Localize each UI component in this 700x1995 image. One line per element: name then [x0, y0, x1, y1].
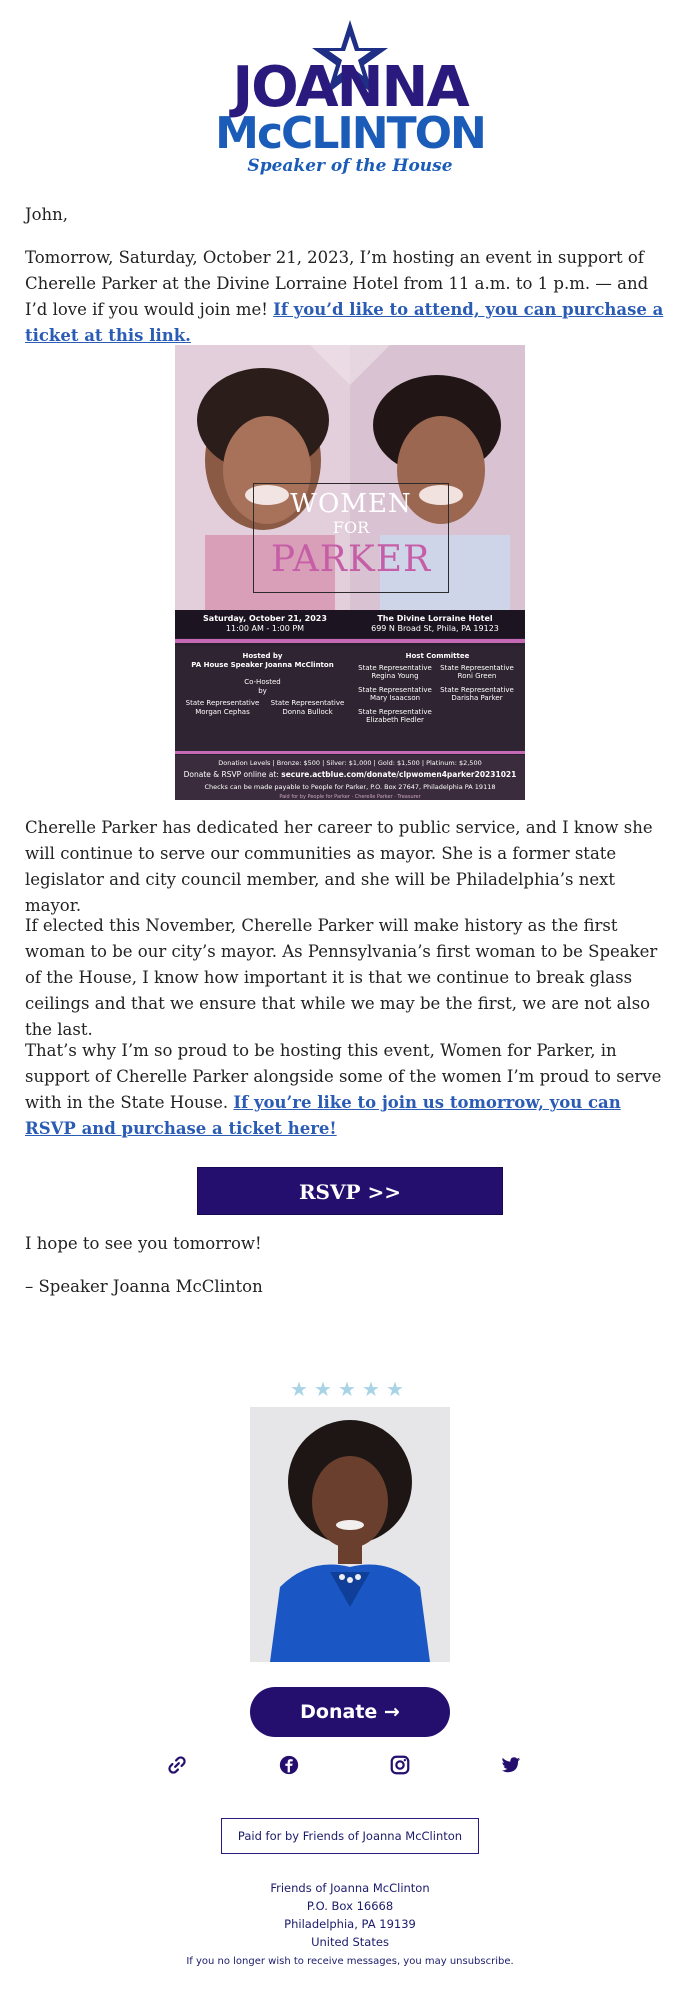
closing-line: I hope to see you tomorrow!	[25, 1234, 262, 1253]
flyer-committee-title: Host Committee	[405, 652, 470, 660]
star-icon: ★	[386, 1377, 404, 1401]
signature: – Speaker Joanna McClinton	[25, 1277, 263, 1296]
flyer-divider-2	[175, 751, 525, 754]
flyer-venue: The Divine Lorraine Hotel	[377, 614, 493, 623]
flyer-title-women: WOMEN	[290, 489, 412, 519]
star-icon: ★	[338, 1377, 356, 1401]
star-icon: ★	[314, 1377, 332, 1401]
flyer-committee-name-4: Darisha Parker	[451, 694, 503, 702]
candidate-portrait	[250, 1407, 450, 1662]
donate-button[interactable]: Donate →	[250, 1687, 450, 1737]
greeting: John,	[25, 205, 69, 224]
flyer-checks: Checks can be made payable to People for Parker, P.O. Box 27647, Philadelphia PA 19118	[204, 783, 496, 791]
stars-decoration	[290, 1378, 410, 1400]
flyer-donation-section	[175, 755, 525, 800]
flyer-cohost2-title: State Representative	[270, 699, 345, 707]
logo-tagline: Speaker of the House	[247, 156, 453, 176]
paragraph-event-text: That’s why I’m so proud to be hosting this event, Women for Parker, in support of Cherelle Parker alongside some of the women I’m proud to serve with in the State House.	[25, 1041, 662, 1112]
flyer-donate-prefix: Donate & RSVP online at:	[183, 770, 279, 779]
facebook-icon[interactable]	[278, 1754, 300, 1776]
flyer-time: 11:00 AM - 1:00 PM	[225, 624, 305, 633]
paragraph-intro-text: Tomorrow, Saturday, October 21, 2023, I’m hosting an event in support of Cherelle Parker at the Divine Lorraine Hotel from 11 a.m. to 1 p.m. — and I’d love if you would join me!	[25, 248, 649, 319]
flyer-date-bar	[175, 610, 525, 638]
campaign-logo	[215, 18, 485, 176]
unsubscribe-text[interactable]: If you no longer wish to receive messages, you may unsubscribe.	[186, 1956, 514, 1967]
address-line-1: Friends of Joanna McClinton	[270, 1881, 430, 1895]
flyer-cohost1-title: State Representative	[185, 699, 260, 707]
link-icon[interactable]	[166, 1754, 188, 1776]
flyer-venue-address: 699 N Broad St, Phila, PA 19123	[371, 624, 499, 633]
flyer-divider	[175, 639, 525, 643]
flyer-title-for: FOR	[332, 518, 370, 537]
flyer-hosted-by: Hosted by	[242, 652, 283, 660]
flyer-committee-title-3: State Representative	[358, 686, 432, 694]
flyer-date: Saturday, October 21, 2023	[203, 614, 327, 623]
flyer-paid-for: Paid for by People for Parker · Cherelle Parker · Treasurer	[279, 794, 421, 800]
flyer-committee-title-5: State Representative	[358, 708, 432, 716]
flyer-title-parker: PARKER	[270, 539, 432, 580]
flyer-cohost1-name: Morgan Cephas	[195, 708, 250, 716]
flyer-committee-name-1: Regina Young	[371, 672, 419, 680]
address-line-2: P.O. Box 16668	[306, 1899, 394, 1913]
paragraph-intro	[25, 245, 670, 349]
flyer-host-name: PA House Speaker Joanna McClinton	[191, 661, 334, 669]
flyer-by: by	[258, 687, 267, 695]
flyer-committee-title-4: State Representative	[440, 686, 514, 694]
portrait-image	[250, 1407, 450, 1662]
rsvp-button[interactable]: RSVP >>	[197, 1167, 503, 1215]
paragraph-history: If elected this November, Cherelle Parker will make history as the first woman to be our city’s mayor. As Pennsylvania’s first woman to be Speaker of the House, I know how important it is that we continue to break glass ceilings and that we ensure that while we may be the first, we are not also the last.	[25, 916, 658, 1039]
event-flyer[interactable]	[175, 345, 525, 800]
flyer-photo	[175, 345, 525, 610]
paid-for-disclaimer: Paid for by Friends of Joanna McClinton	[221, 1818, 479, 1854]
address-line-3: Philadelphia, PA 19139	[284, 1917, 416, 1931]
flyer-donate-url: secure.actblue.com/donate/clpwomen4parker20231021	[281, 770, 517, 779]
logo-first-name: JOANNA	[232, 55, 468, 120]
rsvp-link[interactable]: If you’re like to join us tomorrow, you can RSVP and purchase a ticket here!	[25, 1093, 621, 1138]
star-icon: ★	[362, 1377, 380, 1401]
flyer-donation-levels: Donation Levels | Bronze: $500 | Silver: $1,000 | Gold: $1,500 | Platinum: $2,500	[218, 759, 482, 767]
flyer-cohost2-name: Donna Bullock	[282, 708, 333, 716]
flyer-committee-name-5: Elizabeth Fiedler	[366, 716, 424, 724]
paragraph-career: Cherelle Parker has dedicated her career to public service, and I know she will continue to serve our communities as mayor. She is a former state legislator and city council member, and she will be Philadelphia’s next mayor.	[25, 818, 653, 915]
instagram-icon[interactable]	[389, 1754, 411, 1776]
flyer-committee-title-1: State Representative	[358, 664, 432, 672]
paragraph-event	[25, 1038, 670, 1142]
flyer-committee-name-3: Mary Isaacson	[369, 694, 421, 702]
flyer-committee-name-2: Roni Green	[457, 672, 497, 680]
flyer-hosts-section	[175, 646, 525, 751]
logo-last-name: McCLINTON	[215, 108, 485, 159]
twitter-icon[interactable]	[500, 1754, 522, 1776]
ticket-link[interactable]: If you’d like to attend, you can purchase a ticket at this link.	[25, 300, 664, 345]
address-line-4: United States	[311, 1935, 389, 1949]
flyer-cohosted: Co-Hosted	[244, 678, 281, 686]
flyer-committee-title-2: State Representative	[440, 664, 514, 672]
star-icon: ★	[290, 1377, 308, 1401]
